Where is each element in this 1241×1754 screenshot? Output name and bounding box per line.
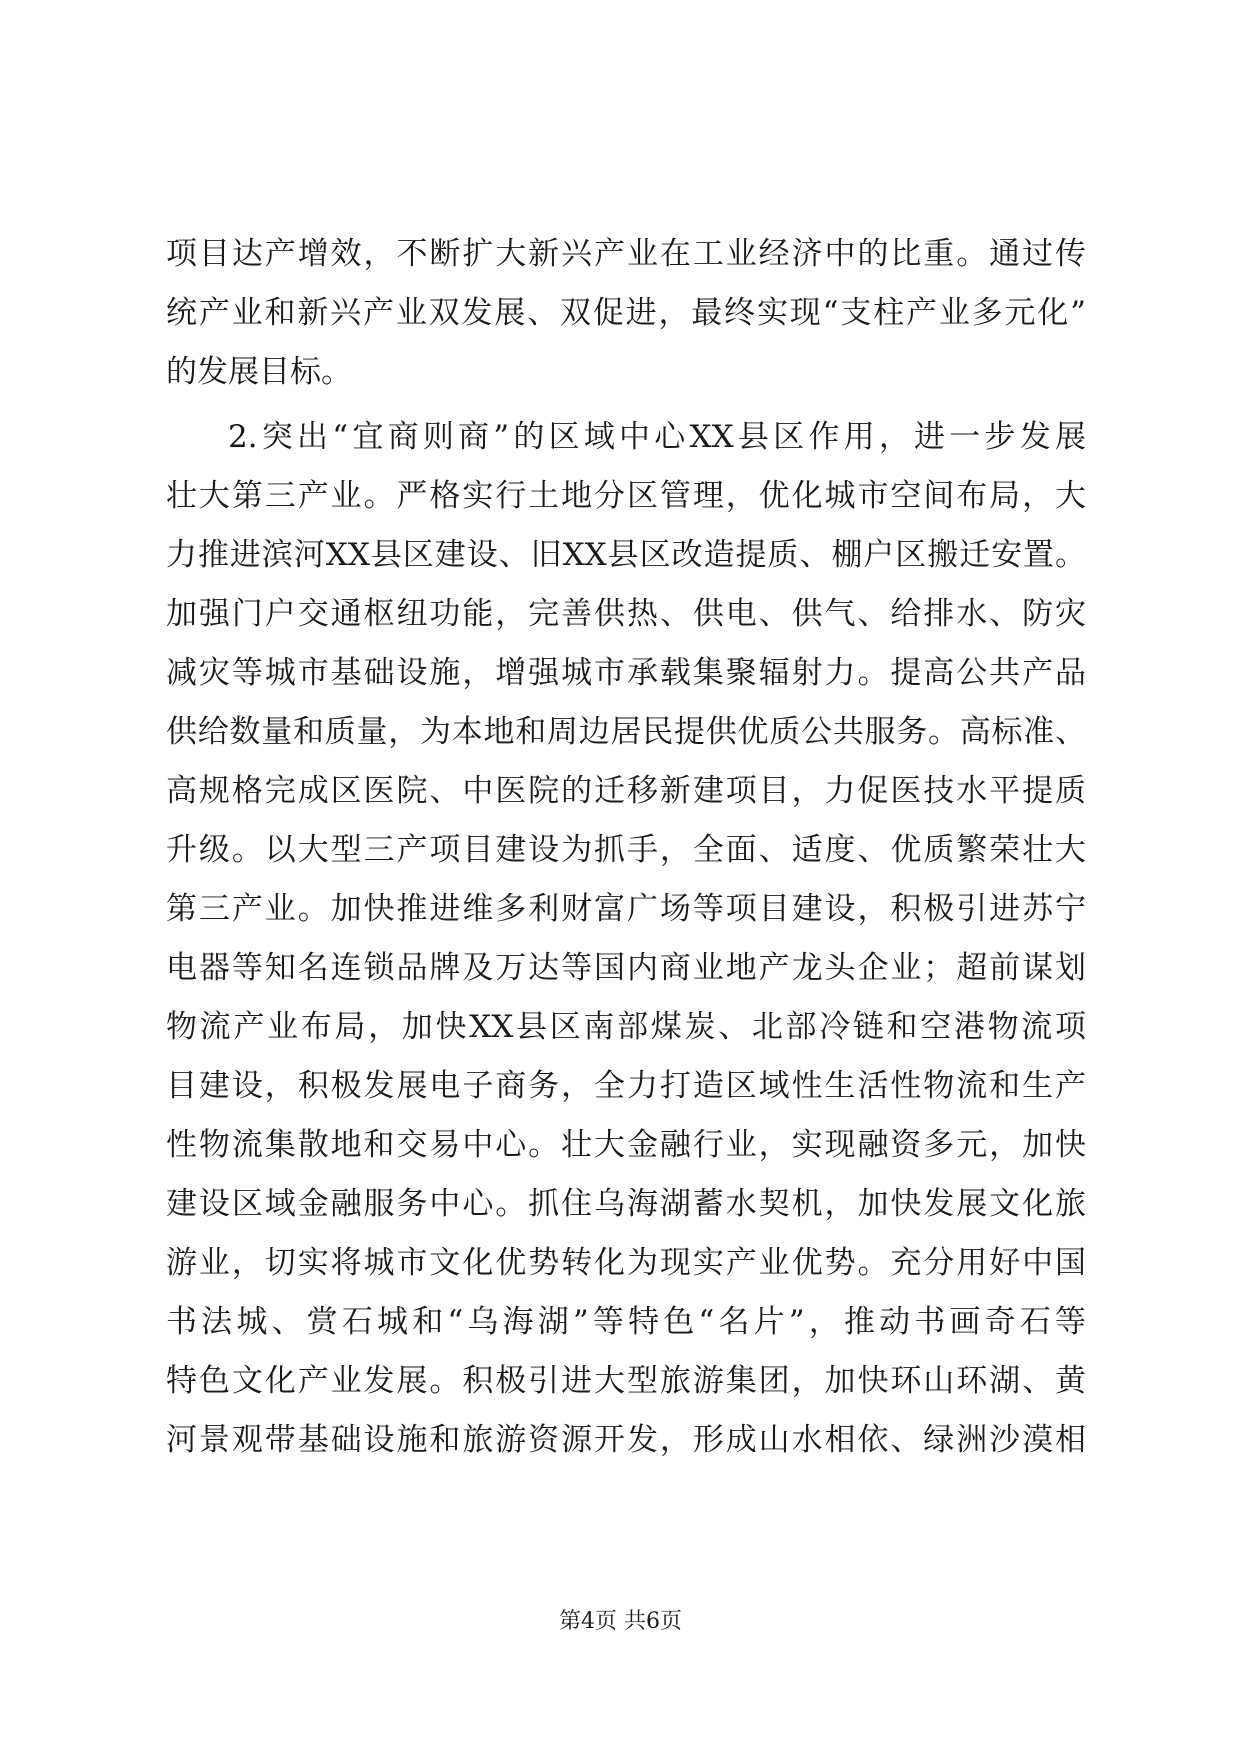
text-line: 第三产业。加快推进维多利财富广场等项目建设，积极引进苏宁 <box>166 891 1086 927</box>
text-line: 物流产业布局，加快XX县区南部煤炭、北部冷链和空港物流项 <box>166 1009 1086 1045</box>
text-line: 特色文化产业发展。积极引进大型旅游集团，加快环山环湖、黄 <box>166 1363 1086 1399</box>
text-line <box>166 1470 1086 1529</box>
text-line: 统产业和新兴产业双发展、双促进，最终实现“支柱产业多元化” <box>166 295 1086 331</box>
page-footer <box>0 1604 1241 1635</box>
text-line: 电器等知名连锁品牌及万达等国内商业地产龙头企业；超前谋划 <box>166 950 1086 986</box>
text-line: 减灾等城市基础设施，增强城市承载集聚辐射力。提高公共产品 <box>166 655 1086 691</box>
text-line: 项目达产增效，不断扩大新兴产业在工业经济中的比重。通过传 <box>166 236 1086 272</box>
text-line: 供给数量和质量，为本地和周边居民提供优质公共服务。高标准、 <box>166 714 1086 750</box>
text-line: 2.突出“宜商则商”的区域中心XX县区作用，进一步发展 <box>228 419 1086 455</box>
text-line: 书法城、赏石城和“乌海湖”等特色“名片”，推动书画奇石等 <box>166 1304 1086 1340</box>
text-line: 力推进滨河XX县区建设、旧XX县区改造提质、棚户区搬迁安置。 <box>166 537 1086 573</box>
paragraph-2 <box>166 408 1086 1529</box>
text-line: 游业，切实将城市文化优势转化为现实产业优势。充分用好中国 <box>166 1245 1086 1281</box>
text-line: 河景观带基础设施和旅游资源开发，形成山水相依、绿洲沙漠相 <box>166 1422 1086 1458</box>
text-line: 的发展目标。 <box>166 354 352 390</box>
text-line: 壮大第三产业。严格实行土地分区管理，优化城市空间布局，大 <box>166 478 1086 514</box>
text-line: 升级。以大型三产项目建设为抓手，全面、适度、优质繁荣壮大 <box>166 832 1086 868</box>
text-line: 高规格完成区医院、中医院的迁移新建项目，力促医技水平提质 <box>166 773 1086 809</box>
body-text <box>166 225 1086 1529</box>
text-line: 性物流集散地和交易中心。壮大金融行业，实现融资多元，加快 <box>166 1127 1086 1163</box>
page-number: 第4页 共6页 <box>559 1609 682 1634</box>
paragraph-1 <box>166 225 1086 402</box>
text-line: 建设区域金融服务中心。抓住乌海湖蓄水契机，加快发展文化旅 <box>166 1186 1086 1222</box>
text-line: 加强门户交通枢纽功能，完善供热、供电、供气、给排水、防灾 <box>166 596 1086 632</box>
text-line: 目建设，积极发展电子商务，全力打造区域性生活性物流和生产 <box>166 1068 1086 1104</box>
